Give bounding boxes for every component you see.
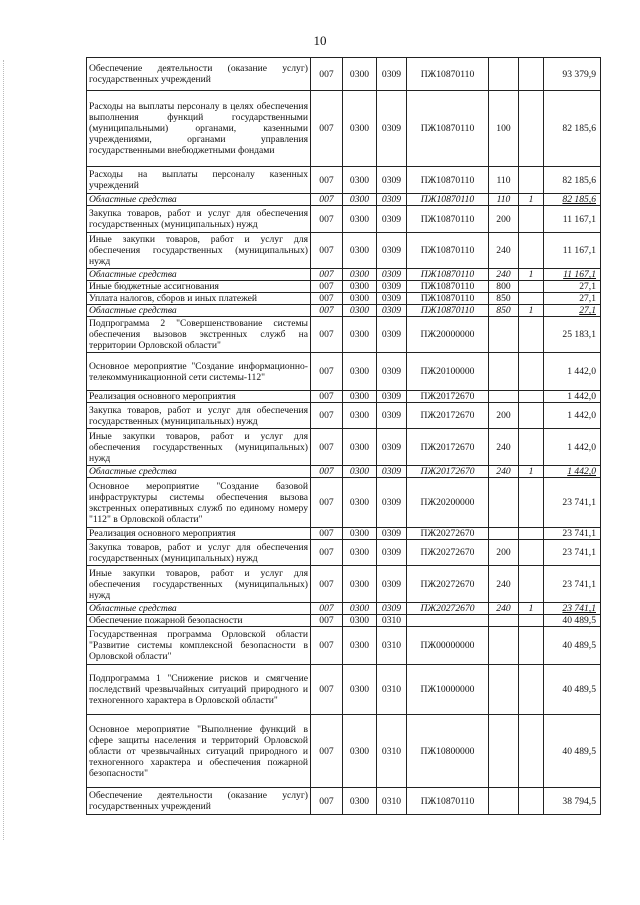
amount-cell: 11 167,1 bbox=[544, 206, 601, 233]
table-row bbox=[87, 615, 601, 627]
amount-cell: 40 489,5 bbox=[544, 615, 601, 627]
subsection-code-cell: 0310 bbox=[377, 715, 407, 788]
item-name-cell: Реализация основного мероприятия bbox=[87, 391, 311, 403]
item-name-cell: Областные средства bbox=[87, 194, 311, 206]
target-article-cell: ПЖ20172670 bbox=[407, 429, 489, 466]
expense-type-cell: 240 bbox=[489, 233, 519, 269]
expense-type-cell: 100 bbox=[489, 91, 519, 167]
target-article-cell bbox=[407, 615, 489, 627]
item-name-cell: Обеспечение деятельности (оказание услуг) государственных учреждений bbox=[87, 788, 311, 815]
amount-cell: 1 442,0 bbox=[544, 403, 601, 429]
table-row bbox=[87, 269, 601, 281]
section-code-cell: 0300 bbox=[343, 281, 377, 293]
table-row bbox=[87, 293, 601, 305]
amount-cell: 40 489,5 bbox=[544, 715, 601, 788]
section-code-cell: 0300 bbox=[343, 305, 377, 317]
amount-cell: 1 442,0 bbox=[544, 466, 601, 478]
expense-type-cell bbox=[489, 665, 519, 715]
table-row bbox=[87, 528, 601, 540]
target-article-cell: ПЖ20172670 bbox=[407, 391, 489, 403]
subsection-code-cell: 0309 bbox=[377, 233, 407, 269]
subsection-code-cell: 0309 bbox=[377, 317, 407, 353]
subsection-code-cell: 0309 bbox=[377, 305, 407, 317]
ministry-code-cell: 007 bbox=[311, 293, 343, 305]
expense-type-cell bbox=[489, 627, 519, 665]
ministry-code-cell: 007 bbox=[311, 429, 343, 466]
item-name-cell: Закупка товаров, работ и услуг для обеспечения государственных (муниципальных) нужд bbox=[87, 540, 311, 566]
item-name-cell: Подпрограмма 2 "Совершенствование системы обеспечения вызовов экстренных служб на территории Орловской области" bbox=[87, 317, 311, 353]
expense-type-cell bbox=[489, 715, 519, 788]
table-row bbox=[87, 305, 601, 317]
table-row bbox=[87, 317, 601, 353]
table-row bbox=[87, 429, 601, 466]
ministry-code-cell: 007 bbox=[311, 466, 343, 478]
source-code-cell: 1 bbox=[519, 269, 544, 281]
table-body bbox=[87, 58, 601, 815]
source-code-cell bbox=[519, 317, 544, 353]
section-code-cell: 0300 bbox=[343, 233, 377, 269]
ministry-code-cell: 007 bbox=[311, 603, 343, 615]
amount-cell: 1 442,0 bbox=[544, 429, 601, 466]
amount-cell: 11 167,1 bbox=[544, 269, 601, 281]
amount-cell: 23 741,1 bbox=[544, 528, 601, 540]
section-code-cell: 0300 bbox=[343, 788, 377, 815]
amount-cell: 27,1 bbox=[544, 293, 601, 305]
subsection-code-cell: 0309 bbox=[377, 167, 407, 194]
subsection-code-cell: 0309 bbox=[377, 540, 407, 566]
expense-type-cell bbox=[489, 478, 519, 528]
expense-type-cell: 850 bbox=[489, 293, 519, 305]
item-name-cell: Расходы на выплаты персоналу в целях обеспечения выполнения функций государственными (муниципальными) органами, казенными учреждениями, органами управления государственными внебюджетными фондами bbox=[87, 91, 311, 167]
table-row bbox=[87, 478, 601, 528]
item-name-cell: Иные закупки товаров, работ и услуг для обеспечения государственных (муниципальных) нужд bbox=[87, 429, 311, 466]
ministry-code-cell: 007 bbox=[311, 665, 343, 715]
item-name-cell: Государственная программа Орловской области "Развитие системы комплексной безопасности в Орловской области" bbox=[87, 627, 311, 665]
expense-type-cell bbox=[489, 788, 519, 815]
expense-type-cell bbox=[489, 317, 519, 353]
section-code-cell: 0300 bbox=[343, 91, 377, 167]
subsection-code-cell: 0309 bbox=[377, 403, 407, 429]
item-name-cell: Расходы на выплаты персоналу казенных учреждений bbox=[87, 167, 311, 194]
target-article-cell: ПЖ10870110 bbox=[407, 233, 489, 269]
ministry-code-cell: 007 bbox=[311, 194, 343, 206]
subsection-code-cell: 0309 bbox=[377, 391, 407, 403]
source-code-cell bbox=[519, 391, 544, 403]
section-code-cell: 0300 bbox=[343, 58, 377, 91]
source-code-cell bbox=[519, 715, 544, 788]
item-name-cell: Основное мероприятие "Создание базовой инфраструктуры системы обеспечения вызова экстренных оперативных служб по единому номеру "112" в Орловской области" bbox=[87, 478, 311, 528]
section-code-cell: 0300 bbox=[343, 167, 377, 194]
expense-type-cell: 200 bbox=[489, 540, 519, 566]
source-code-cell bbox=[519, 403, 544, 429]
source-code-cell: 1 bbox=[519, 466, 544, 478]
amount-cell: 27,1 bbox=[544, 281, 601, 293]
target-article-cell: ПЖ10870110 bbox=[407, 293, 489, 305]
target-article-cell: ПЖ10000000 bbox=[407, 665, 489, 715]
subsection-code-cell: 0309 bbox=[377, 194, 407, 206]
target-article-cell: ПЖ20272670 bbox=[407, 603, 489, 615]
source-code-cell bbox=[519, 58, 544, 91]
item-name-cell: Обеспечение пожарной безопасности bbox=[87, 615, 311, 627]
section-code-cell: 0300 bbox=[343, 391, 377, 403]
ministry-code-cell: 007 bbox=[311, 305, 343, 317]
table-row bbox=[87, 603, 601, 615]
item-name-cell: Подпрограмма 1 "Снижение рисков и смягчение последствий чрезвычайных ситуаций природного и техногенного характера в Орловской области" bbox=[87, 665, 311, 715]
ministry-code-cell: 007 bbox=[311, 627, 343, 665]
ministry-code-cell: 007 bbox=[311, 391, 343, 403]
ministry-code-cell: 007 bbox=[311, 540, 343, 566]
section-code-cell: 0300 bbox=[343, 665, 377, 715]
amount-cell: 1 442,0 bbox=[544, 353, 601, 391]
item-name-cell: Основное мероприятие "Создание информационно-телекоммуникационной сети системы-112" bbox=[87, 353, 311, 391]
expense-type-cell: 850 bbox=[489, 305, 519, 317]
subsection-code-cell: 0310 bbox=[377, 615, 407, 627]
subsection-code-cell: 0309 bbox=[377, 58, 407, 91]
section-code-cell: 0300 bbox=[343, 194, 377, 206]
expense-type-cell: 110 bbox=[489, 167, 519, 194]
section-code-cell: 0300 bbox=[343, 627, 377, 665]
expense-type-cell: 110 bbox=[489, 194, 519, 206]
section-code-cell: 0300 bbox=[343, 528, 377, 540]
expense-type-cell: 240 bbox=[489, 466, 519, 478]
subsection-code-cell: 0309 bbox=[377, 466, 407, 478]
target-article-cell: ПЖ20272670 bbox=[407, 528, 489, 540]
target-article-cell: ПЖ10870110 bbox=[407, 281, 489, 293]
budget-table bbox=[86, 57, 601, 815]
amount-cell: 82 185,6 bbox=[544, 167, 601, 194]
amount-cell: 23 741,1 bbox=[544, 566, 601, 603]
table-row bbox=[87, 167, 601, 194]
section-code-cell: 0300 bbox=[343, 403, 377, 429]
table-row bbox=[87, 788, 601, 815]
target-article-cell: ПЖ10870110 bbox=[407, 788, 489, 815]
section-code-cell: 0300 bbox=[343, 206, 377, 233]
target-article-cell: ПЖ10870110 bbox=[407, 167, 489, 194]
section-code-cell: 0300 bbox=[343, 353, 377, 391]
expense-type-cell: 800 bbox=[489, 281, 519, 293]
source-code-cell bbox=[519, 206, 544, 233]
section-code-cell: 0300 bbox=[343, 429, 377, 466]
table-row bbox=[87, 58, 601, 91]
target-article-cell: ПЖ10870110 bbox=[407, 269, 489, 281]
section-code-cell: 0300 bbox=[343, 317, 377, 353]
source-code-cell bbox=[519, 788, 544, 815]
amount-cell: 23 741,1 bbox=[544, 603, 601, 615]
ministry-code-cell: 007 bbox=[311, 58, 343, 91]
target-article-cell: ПЖ20200000 bbox=[407, 478, 489, 528]
expense-type-cell bbox=[489, 353, 519, 391]
ministry-code-cell: 007 bbox=[311, 478, 343, 528]
source-code-cell bbox=[519, 627, 544, 665]
item-name-cell: Иные закупки товаров, работ и услуг для обеспечения государственных (муниципальных) нужд bbox=[87, 233, 311, 269]
item-name-cell: Областные средства bbox=[87, 466, 311, 478]
source-code-cell bbox=[519, 528, 544, 540]
subsection-code-cell: 0309 bbox=[377, 603, 407, 615]
subsection-code-cell: 0310 bbox=[377, 665, 407, 715]
table-row bbox=[87, 715, 601, 788]
amount-cell: 11 167,1 bbox=[544, 233, 601, 269]
amount-cell: 27,1 bbox=[544, 305, 601, 317]
expense-type-cell: 240 bbox=[489, 429, 519, 466]
target-article-cell: ПЖ20172670 bbox=[407, 403, 489, 429]
source-code-cell bbox=[519, 233, 544, 269]
expense-type-cell: 240 bbox=[489, 603, 519, 615]
scan-margin-line bbox=[3, 60, 4, 840]
section-code-cell: 0300 bbox=[343, 466, 377, 478]
expense-type-cell bbox=[489, 58, 519, 91]
source-code-cell bbox=[519, 615, 544, 627]
section-code-cell: 0300 bbox=[343, 540, 377, 566]
table-row bbox=[87, 353, 601, 391]
source-code-cell: 1 bbox=[519, 194, 544, 206]
target-article-cell: ПЖ20272670 bbox=[407, 566, 489, 603]
source-code-cell: 1 bbox=[519, 603, 544, 615]
subsection-code-cell: 0309 bbox=[377, 269, 407, 281]
expense-type-cell bbox=[489, 615, 519, 627]
source-code-cell bbox=[519, 429, 544, 466]
source-code-cell bbox=[519, 91, 544, 167]
expense-type-cell: 200 bbox=[489, 403, 519, 429]
source-code-cell bbox=[519, 566, 544, 603]
ministry-code-cell: 007 bbox=[311, 91, 343, 167]
source-code-cell bbox=[519, 281, 544, 293]
ministry-code-cell: 007 bbox=[311, 715, 343, 788]
section-code-cell: 0300 bbox=[343, 615, 377, 627]
ministry-code-cell: 007 bbox=[311, 233, 343, 269]
ministry-code-cell: 007 bbox=[311, 403, 343, 429]
ministry-code-cell: 007 bbox=[311, 788, 343, 815]
target-article-cell: ПЖ20172670 bbox=[407, 466, 489, 478]
subsection-code-cell: 0309 bbox=[377, 353, 407, 391]
item-name-cell: Иные бюджетные ассигнования bbox=[87, 281, 311, 293]
subsection-code-cell: 0309 bbox=[377, 91, 407, 167]
amount-cell: 23 741,1 bbox=[544, 478, 601, 528]
ministry-code-cell: 007 bbox=[311, 353, 343, 391]
expense-type-cell: 240 bbox=[489, 566, 519, 603]
ministry-code-cell: 007 bbox=[311, 528, 343, 540]
table-row bbox=[87, 233, 601, 269]
item-name-cell: Областные средства bbox=[87, 269, 311, 281]
table-row bbox=[87, 466, 601, 478]
table-row bbox=[87, 194, 601, 206]
source-code-cell: 1 bbox=[519, 305, 544, 317]
ministry-code-cell: 007 bbox=[311, 566, 343, 603]
amount-cell: 40 489,5 bbox=[544, 627, 601, 665]
amount-cell: 93 379,9 bbox=[544, 58, 601, 91]
subsection-code-cell: 0309 bbox=[377, 281, 407, 293]
table-row bbox=[87, 281, 601, 293]
subsection-code-cell: 0310 bbox=[377, 627, 407, 665]
subsection-code-cell: 0309 bbox=[377, 566, 407, 603]
item-name-cell: Областные средства bbox=[87, 603, 311, 615]
target-article-cell: ПЖ10870110 bbox=[407, 305, 489, 317]
source-code-cell bbox=[519, 478, 544, 528]
table-row bbox=[87, 566, 601, 603]
ministry-code-cell: 007 bbox=[311, 281, 343, 293]
subsection-code-cell: 0310 bbox=[377, 788, 407, 815]
expense-type-cell: 200 bbox=[489, 206, 519, 233]
amount-cell: 82 185,6 bbox=[544, 91, 601, 167]
ministry-code-cell: 007 bbox=[311, 615, 343, 627]
table-row bbox=[87, 665, 601, 715]
item-name-cell: Основное мероприятие "Выполнение функций в сфере защиты населения и территорий Орловской области от чрезвычайных ситуаций природного и техногенного характера и обеспечения пожарной безопасности" bbox=[87, 715, 311, 788]
table-row bbox=[87, 91, 601, 167]
table-row bbox=[87, 206, 601, 233]
ministry-code-cell: 007 bbox=[311, 206, 343, 233]
expense-type-cell: 240 bbox=[489, 269, 519, 281]
ministry-code-cell: 007 bbox=[311, 317, 343, 353]
target-article-cell: ПЖ10800000 bbox=[407, 715, 489, 788]
section-code-cell: 0300 bbox=[343, 603, 377, 615]
item-name-cell: Уплата налогов, сборов и иных платежей bbox=[87, 293, 311, 305]
section-code-cell: 0300 bbox=[343, 293, 377, 305]
source-code-cell bbox=[519, 167, 544, 194]
item-name-cell: Областные средства bbox=[87, 305, 311, 317]
section-code-cell: 0300 bbox=[343, 715, 377, 788]
item-name-cell: Реализация основного мероприятия bbox=[87, 528, 311, 540]
table-row bbox=[87, 391, 601, 403]
target-article-cell: ПЖ10870110 bbox=[407, 206, 489, 233]
section-code-cell: 0300 bbox=[343, 269, 377, 281]
subsection-code-cell: 0309 bbox=[377, 206, 407, 233]
item-name-cell: Обеспечение деятельности (оказание услуг) государственных учреждений bbox=[87, 58, 311, 91]
expense-type-cell bbox=[489, 528, 519, 540]
subsection-code-cell: 0309 bbox=[377, 478, 407, 528]
subsection-code-cell: 0309 bbox=[377, 293, 407, 305]
item-name-cell: Закупка товаров, работ и услуг для обеспечения государственных (муниципальных) нужд bbox=[87, 206, 311, 233]
section-code-cell: 0300 bbox=[343, 566, 377, 603]
ministry-code-cell: 007 bbox=[311, 167, 343, 194]
source-code-cell bbox=[519, 665, 544, 715]
target-article-cell: ПЖ20100000 bbox=[407, 353, 489, 391]
amount-cell: 82 185,6 bbox=[544, 194, 601, 206]
target-article-cell: ПЖ10870110 bbox=[407, 194, 489, 206]
table-row bbox=[87, 627, 601, 665]
target-article-cell: ПЖ20272670 bbox=[407, 540, 489, 566]
amount-cell: 38 794,5 bbox=[544, 788, 601, 815]
item-name-cell: Закупка товаров, работ и услуг для обеспечения государственных (муниципальных) нужд bbox=[87, 403, 311, 429]
amount-cell: 23 741,1 bbox=[544, 540, 601, 566]
table-row bbox=[87, 403, 601, 429]
target-article-cell: ПЖ10870110 bbox=[407, 91, 489, 167]
source-code-cell bbox=[519, 353, 544, 391]
subsection-code-cell: 0309 bbox=[377, 528, 407, 540]
source-code-cell bbox=[519, 293, 544, 305]
expense-type-cell bbox=[489, 391, 519, 403]
section-code-cell: 0300 bbox=[343, 478, 377, 528]
page-number: 10 bbox=[313, 33, 327, 48]
amount-cell: 40 489,5 bbox=[544, 665, 601, 715]
item-name-cell: Иные закупки товаров, работ и услуг для обеспечения государственных (муниципальных) нужд bbox=[87, 566, 311, 603]
target-article-cell: ПЖ20000000 bbox=[407, 317, 489, 353]
amount-cell: 1 442,0 bbox=[544, 391, 601, 403]
subsection-code-cell: 0309 bbox=[377, 429, 407, 466]
source-code-cell bbox=[519, 540, 544, 566]
target-article-cell: ПЖ00000000 bbox=[407, 627, 489, 665]
ministry-code-cell: 007 bbox=[311, 269, 343, 281]
table-row bbox=[87, 540, 601, 566]
target-article-cell: ПЖ10870110 bbox=[407, 58, 489, 91]
amount-cell: 25 183,1 bbox=[544, 317, 601, 353]
